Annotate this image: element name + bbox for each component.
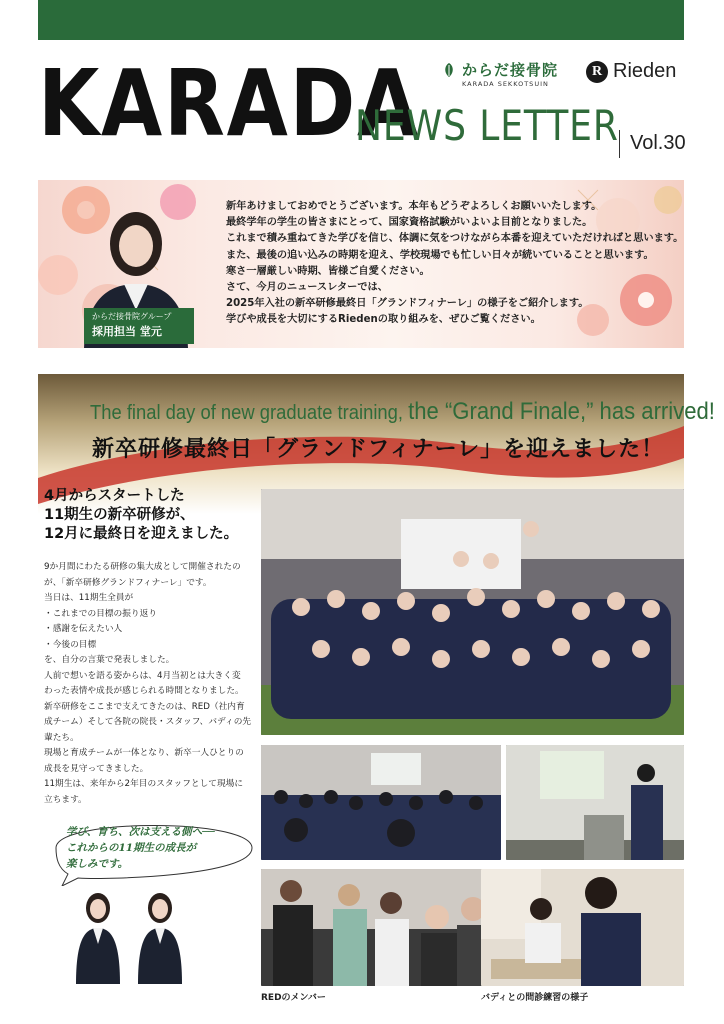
finale-title-english-b: the “Grand Finale,” has arrived! bbox=[408, 398, 715, 425]
top-band bbox=[38, 0, 684, 40]
body-line: 現場と育成チームが一体となり、新卒一人ひとりの bbox=[44, 748, 244, 758]
speaker-illustration bbox=[506, 745, 684, 860]
group-photo-illustration bbox=[261, 489, 684, 735]
masthead-title: KARADA bbox=[38, 50, 420, 157]
body-line: 9か月間にわたる研修の集大成として開催されたの bbox=[44, 562, 241, 572]
body-line: を、自分の言葉で発表しました。 bbox=[44, 655, 175, 665]
body-line: わった表情や成長が感じられる時間となりました。 bbox=[44, 686, 244, 696]
headline-line: 12月に最終日を迎えました。 bbox=[44, 526, 239, 542]
body-line: 11期生は、来年から2年目のスタッフとして現場に bbox=[44, 779, 244, 789]
caption-red-members: REDのメンバー bbox=[261, 993, 326, 1003]
body-line: 成チーム）そして各院の院長・スタッフ、バディの先 bbox=[44, 717, 252, 727]
bubble-line: 学び、育ち、次は支える側へ── bbox=[66, 826, 215, 838]
speaker-photo bbox=[506, 745, 684, 860]
clinic-logo-romaji: KARADA SEKKOTSUIN bbox=[462, 80, 549, 88]
body-line: ・今後の目標 bbox=[44, 639, 97, 650]
finale-title-english-a: The final day of new graduate training, bbox=[90, 402, 404, 424]
greeting-line: さて、今月のニュースレターでは、 bbox=[226, 282, 388, 294]
body-line: 新卒研修をここまで支えてきたのは、RED（社内育 bbox=[44, 701, 245, 712]
headline-line: 11期生の新卒研修が、 bbox=[44, 507, 195, 523]
presentation-audience-illustration bbox=[261, 745, 501, 860]
clinic-logo-name: からだ接骨院 bbox=[462, 61, 559, 79]
rieden-logo-icon: R bbox=[586, 61, 608, 83]
buddy-practice-illustration bbox=[481, 869, 684, 986]
staff-duo-photo bbox=[64, 890, 194, 984]
bubble-message bbox=[66, 824, 256, 872]
karada-leaf-icon bbox=[441, 62, 457, 78]
buddy-practice-photo bbox=[481, 869, 684, 986]
body-line: 立ちます。 bbox=[44, 794, 87, 805]
red-members-illustration bbox=[261, 869, 501, 986]
headline-line: 4月からスタートした bbox=[44, 488, 185, 504]
greeting-line: 新年あけましておめでとうございます。本年もどうぞよろしくお願いいたします。 bbox=[226, 201, 602, 212]
group-photo bbox=[261, 489, 684, 735]
body-line: 輩たち。 bbox=[44, 732, 79, 743]
greeting-line: 2025年入社の新卒研修最終日「グランドフィナーレ」の様子をご紹介します。 bbox=[226, 298, 589, 310]
body-line: が、「新卒研修グランドフィナーレ」です。 bbox=[44, 577, 212, 588]
greeting-line: また、最後の追い込みの時期を迎え、学校現場でも忙しい日々が続いていることと思います。 bbox=[226, 249, 654, 261]
recruiter-name: 採用担当 堂元 bbox=[92, 325, 162, 338]
caption-buddy-practice: バディとの問診練習の様子 bbox=[481, 993, 589, 1003]
article-headline bbox=[44, 487, 254, 544]
finale-title-japanese: 新卒研修最終日「グランドフィナーレ」を迎えました！ bbox=[92, 437, 665, 462]
article-body bbox=[44, 560, 256, 808]
volume-number: Vol.30 bbox=[630, 132, 686, 154]
volume-divider bbox=[619, 130, 620, 158]
rieden-logo-text: Rieden bbox=[613, 60, 677, 82]
body-line: 人前で想いを語る姿からは、4月当初とは大きく変 bbox=[44, 670, 241, 681]
greeting-line: 最終学年の学生の皆さまにとって、国家資格試験がいよいよ目前となりました。 bbox=[226, 217, 593, 229]
greeting-line: 寒さ一層厳しい時期、皆様ご自愛ください。 bbox=[226, 265, 430, 277]
presentation-audience-photo bbox=[261, 745, 501, 860]
masthead-subtitle: NEWS LETTER bbox=[355, 101, 619, 150]
bubble-line: これからの11期生の成長が bbox=[66, 842, 197, 854]
recruiter-group-label: からだ接骨院グループ bbox=[92, 312, 172, 321]
body-line: ・これまでの目標の振り返り bbox=[44, 608, 157, 619]
body-line: ・感謝を伝えたい人 bbox=[44, 624, 123, 634]
red-members-photo bbox=[261, 869, 501, 986]
finale-title-english bbox=[90, 398, 715, 426]
bubble-line: 楽しみです。 bbox=[66, 858, 129, 870]
body-line: 当日は、11期生全員が bbox=[44, 593, 134, 603]
greeting-line: 学びや成長を大切にするRiedenの取り組みを、ぜひご覧ください。 bbox=[226, 314, 541, 326]
body-line: 成長を見守ってきました。 bbox=[44, 763, 149, 774]
greeting-line: これまで積み重ねてきた学びを信じ、体調に気をつけながら本番を迎えていただければと思います。 bbox=[226, 233, 684, 245]
greeting-message bbox=[226, 199, 684, 329]
